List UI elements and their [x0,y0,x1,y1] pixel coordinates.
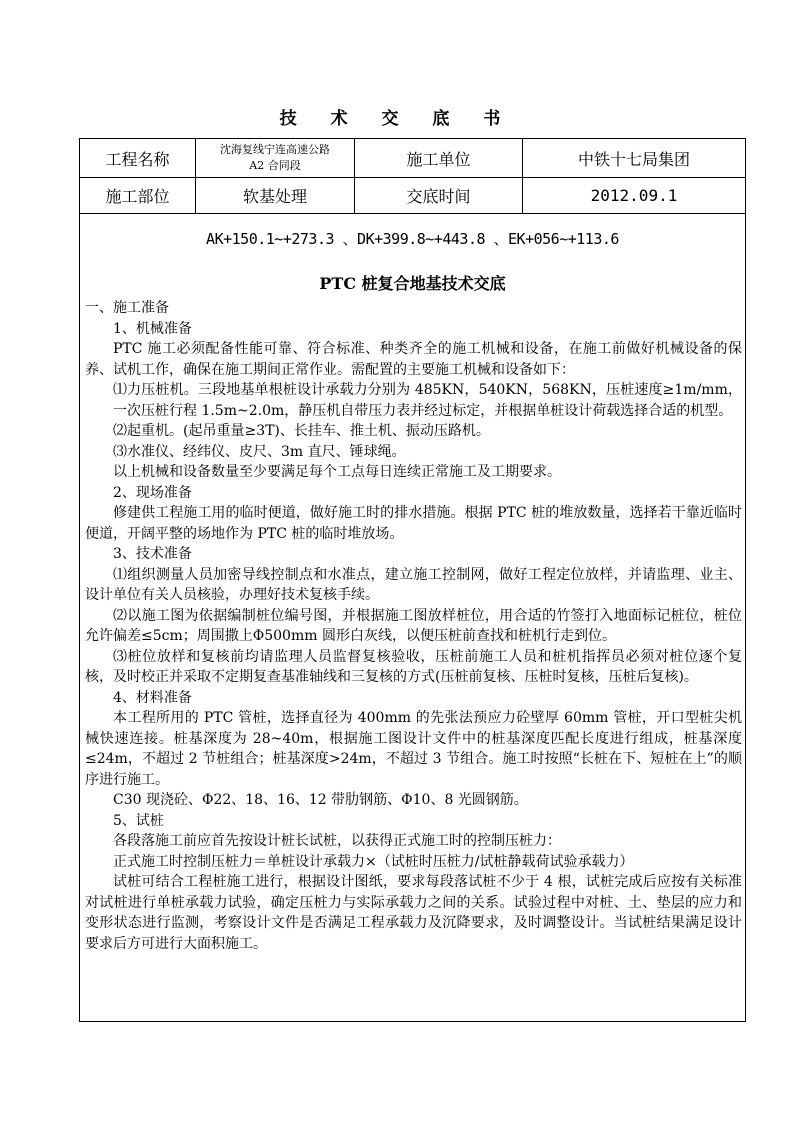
project-name-label: 工程名称 [80,139,196,178]
paragraph-test-pile-procedure: 试桩可结合工程桩施工进行，根据设计图纸，要求每段落试桩不少于 4 根，试桩完成后应按有关标准对试桩进行单桩承载力试验，确定压桩力与实际承载力之间的关系。试验过程中对桩、土、垫层的应力和变形状态进行监测，考察设计文件是否满足工程承载力及沉降要求，及时调整设计。当试桩结果满足设计要求后方可进行大面积施工。 [85,874,742,952]
project-name-line1: 沈海复线宁连高速公路 [220,143,330,156]
heading-test-pile: 5、试桩 [113,812,164,829]
station-range: AK+150.1~+273.3 、DK+399.8~+443.8 、EK+056~+113.6 [206,230,619,248]
list-item-crane: ⑵起重机。(起吊重量≥3T)、长挂车、推土机、振动压路机。 [113,423,490,439]
section-title: PTC 桩复合地基技术交底 [319,274,506,293]
header-table [79,138,746,214]
paragraph-machinery-quantity: 以上机械和设备数量至少要满足每个工点每日连续正常施工及工期要求。 [113,464,561,480]
briefing-date-label: 交底时间 [355,178,523,214]
list-item-pile-layout: ⑵以施工图为依据编制桩位编号图，并根据施工图放样桩位，用合适的竹签打入地面标记桩位，桩位允许偏差≤5cm；周围撒上Φ500mm 圆形白灰线，以便压桩前查找和桩机行走到位。 [85,607,742,644]
list-item-pile-verification: ⑶桩位放样和复核前均请监理人员监督复核验收，压桩前施工人员和桩机指挥员必须对桩位逐个复核，及时校正并采取不定期复查基准轴线和三复核的方式(压桩前复核、压桩时复核，压桩后复核)。 [85,648,742,685]
heading-material-prep: 4、材料准备 [113,689,192,706]
project-name-value [196,139,355,178]
list-item-pile-press: ⑴力压桩机。三段地基单根桩设计承载力分别为 485KN，540KN，568KN，压桩速度≥1m/mm，一次压桩行程 1.5m~2.0m，静压机自带压力表并经过标定，并根据单桩设计荷载选择合适的机型。 [113,382,742,419]
construction-part-label: 施工部位 [80,178,196,214]
paragraph-machinery-intro: PTC 施工必须配备性能可靠、符合标准、种类齐全的施工机械和设备，在施工前做好机械设备的保养、试机工作，确保在施工期间正常作业。需配置的主要施工机械和设备如下： [85,341,742,378]
paragraph-concrete-rebar: C30 现浇砼、Φ22、18、16、12 带肋钢筋、Φ10、8 光圆钢筋。 [113,792,528,808]
construction-unit-value: 中铁十七局集团 [523,139,746,178]
paragraph-test-pile-intro: 各段落施工前应首先按设计桩长试桩，以获得正式施工时的控制压桩力： [113,833,561,849]
paragraph-site-prep: 修建供工程施工用的临时便道，做好施工时的排水措施。根据 PTC 桩的堆放数量，选择若干靠近临时便道，开阔平整的场地作为 PTC 桩的临时堆放场。 [85,505,742,542]
paragraph-ptc-piles: 本工程所用的 PTC 管桩，选择直径为 400mm 的先张法预应力砼壁厚 60mm 管桩，开口型桩尖机械快速连接。桩基深度为 28~40m，根据施工图设计文件中的桩基深度匹配长度进行组成，桩基深度≤24m，不超过 2 节桩组合；桩基深度>24m，不超过 3 节组合。施工时按照“长桩在下、短桩在上”的顺序进行施工。 [85,710,742,788]
document-title: 技 术 交 底 书 [279,109,515,129]
paragraph-control-force-formula: 正式施工时控制压桩力＝单桩设计承载力×（试桩时压桩力/试桩静载荷试验承载力） [113,853,634,870]
heading-machinery-prep: 1、机械准备 [113,320,192,337]
heading-site-prep: 2、现场准备 [113,484,192,501]
briefing-date-value: 2012.09.1 [523,178,746,214]
list-item-survey: ⑴组织测量人员加密导线控制点和水准点，建立施工控制网，做好工程定位放样，并请监理、业主、设计单位有关人员核验，办理好技术复核手续。 [85,566,742,603]
heading-technical-prep: 3、技术准备 [113,546,192,562]
document-body [85,298,742,954]
construction-part-value: 软基处理 [196,178,355,214]
list-item-instruments: ⑶水准仪、经纬仪、皮尺、3m 直尺、锤球绳。 [113,443,406,460]
project-name-line2: A2 合同段 [249,159,301,172]
heading-construction-prep: 一、施工准备 [85,300,169,316]
construction-unit-label: 施工单位 [355,139,523,178]
